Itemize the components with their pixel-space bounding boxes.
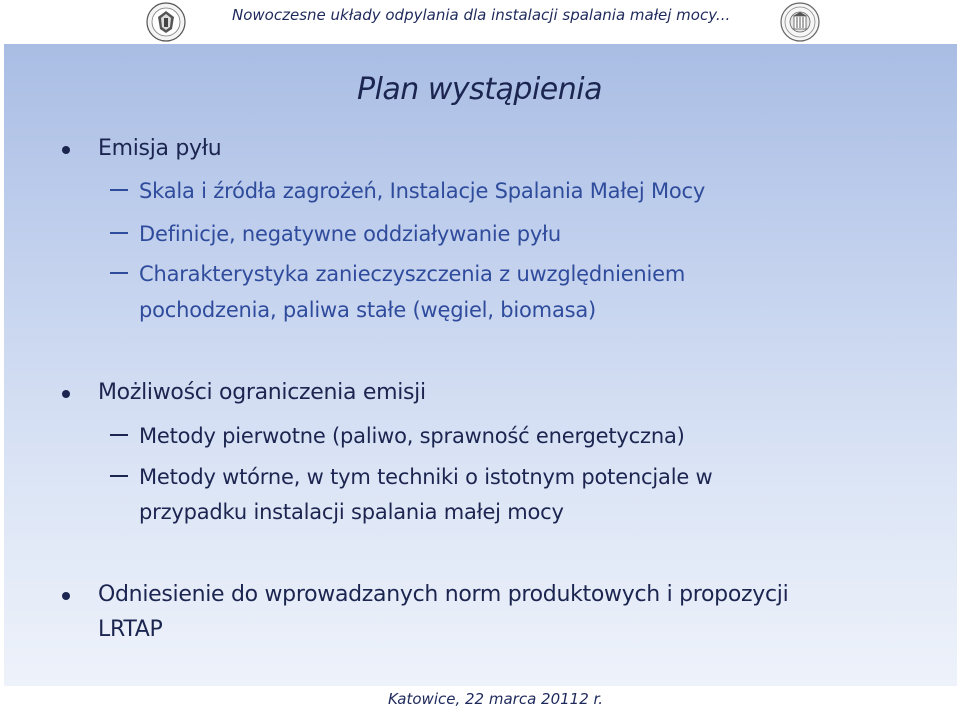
bullet-dot-icon bbox=[62, 592, 70, 600]
header-title: Nowoczesne układy odpylania dla instalacji spalania małej mocy... bbox=[232, 6, 731, 24]
dash-icon bbox=[110, 475, 128, 477]
bullet-label: Możliwości ograniczenia emisji bbox=[98, 380, 426, 405]
sub-item-label: Metody wtórne, w tym techniki o istotnym potencjale w bbox=[139, 465, 713, 489]
dash-icon bbox=[110, 189, 128, 191]
bullet-dot-icon bbox=[62, 146, 70, 154]
bullet-label: Odniesienie do wprowadzanych norm produktowych i propozycji bbox=[98, 582, 789, 607]
footer-text: Katowice, 22 marca 20112 r. bbox=[388, 690, 604, 708]
dash-icon bbox=[110, 434, 128, 436]
bullet-label: Emisja pyłu bbox=[98, 136, 222, 161]
slide-title: Plan wystąpienia bbox=[357, 72, 602, 107]
bullet-dot-icon bbox=[62, 390, 70, 398]
sub-item-label: Charakterystyka zanieczyszczenia z uwzględnieniem bbox=[139, 262, 686, 286]
sub-item-label: Skala i źródła zagrożeń, Instalacje Spalania Małej Mocy bbox=[139, 179, 706, 203]
sub-item-label: pochodzenia, paliwa stałe (węgiel, biomasa) bbox=[139, 298, 597, 322]
sub-item-label: przypadku instalacji spalania małej mocy bbox=[139, 500, 564, 524]
bullet-label: LRTAP bbox=[98, 617, 163, 642]
dash-icon bbox=[110, 232, 128, 234]
sub-item-label: Metody pierwotne (paliwo, sprawność energetyczna) bbox=[139, 424, 685, 448]
sub-item-label: Definicje, negatywne oddziaływanie pyłu bbox=[139, 222, 561, 246]
dash-icon bbox=[110, 272, 128, 274]
